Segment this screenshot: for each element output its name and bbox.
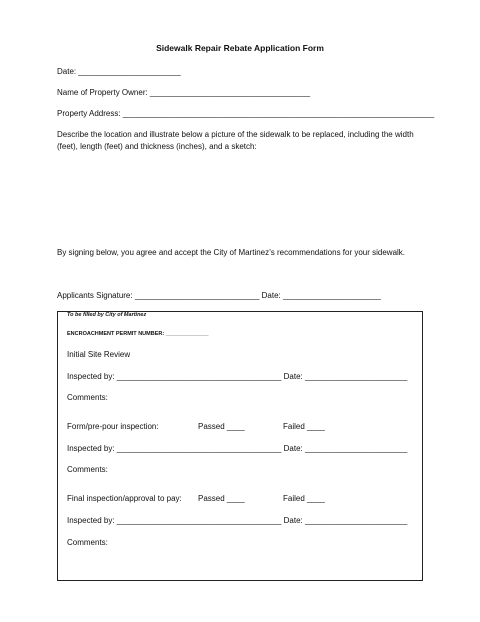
final-failed-field[interactable]: Failed ____ (283, 494, 325, 503)
inspected-by-field-1[interactable]: Inspected by: _____________________________________ Date: _______________________ (67, 372, 408, 381)
encroachment-permit-field[interactable]: ENCROACHMENT PERMIT NUMBER: ______________ (67, 331, 209, 337)
final-passed-field[interactable]: Passed ____ (198, 494, 245, 503)
comments-label-2: Comments: (67, 465, 108, 474)
inspected-by-field-2[interactable]: Inspected by: _____________________________________ Date: _______________________ (67, 444, 408, 453)
agreement-text: By signing below, you agree and accept the City of Martinez’s recommendations for your sidewalk. (57, 248, 406, 257)
inspected-by-field-3[interactable]: Inspected by: _____________________________________ Date: _______________________ (67, 516, 408, 525)
prepour-inspection-label: Form/pre-pour inspection: (67, 422, 159, 431)
sidewalk-description-instructions: Describe the location and illustrate below a picture of the sidewalk to be replaced, including the width (feet), length (feet) and thickness (inches), and a sketch: (57, 130, 414, 151)
comments-label-3: Comments: (67, 538, 108, 547)
applicant-signature-field[interactable]: Applicants Signature: ____________________________ Date: ______________________ (57, 291, 381, 300)
property-address-field[interactable]: Property Address: ______________________________________________________________________ (57, 109, 435, 118)
date-field[interactable]: Date: _______________________ (57, 67, 181, 76)
final-inspection-label: Final inspection/approval to pay: (67, 494, 182, 503)
comments-label-1: Comments: (67, 393, 108, 402)
property-owner-field[interactable]: Name of Property Owner: ____________________________________ (57, 88, 311, 97)
prepour-passed-field[interactable]: Passed ____ (198, 422, 245, 431)
form-title: Sidewalk Repair Rebate Application Form (156, 43, 324, 53)
prepour-failed-field[interactable]: Failed ____ (283, 422, 325, 431)
office-use-note: To be filled by City of Martinez (67, 312, 147, 318)
initial-site-review-heading: Initial Site Review (67, 350, 131, 359)
office-use-box (57, 311, 423, 581)
